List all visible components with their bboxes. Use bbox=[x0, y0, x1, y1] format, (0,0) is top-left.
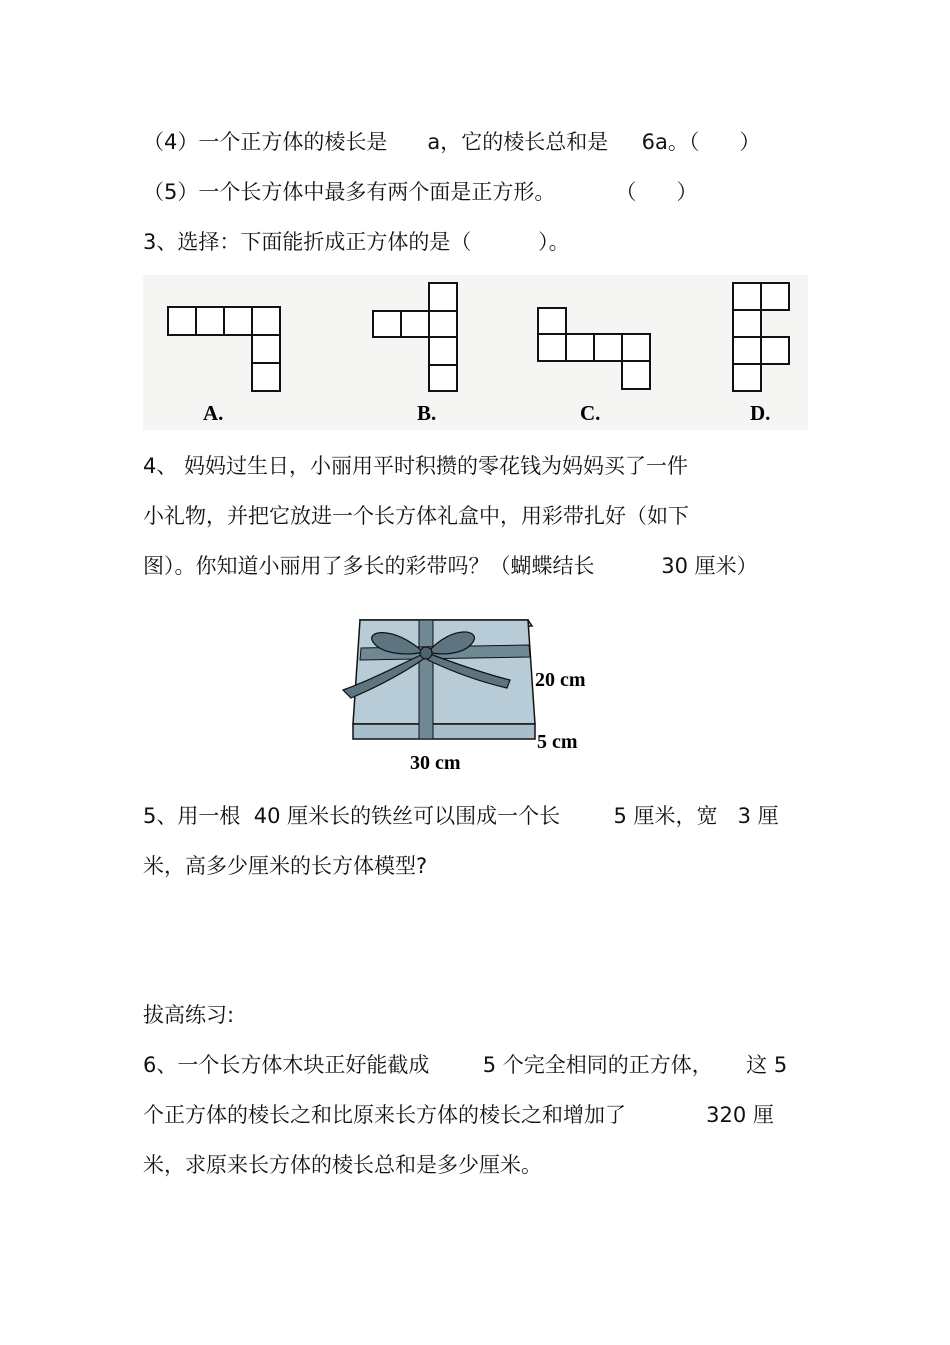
question-5-line-1: 5、用一根 40 厘米长的铁丝可以围成一个长 5 厘米，宽 3 厘 bbox=[143, 804, 779, 828]
gift-box-svg bbox=[335, 612, 610, 777]
question-4-line-2: 小礼物，并把它放进一个长方体礼盒中，用彩带扎好（如下 bbox=[143, 504, 689, 528]
question-2-4: （4）一个正方体的棱长是 a，它的棱长总和是 6a。（ ） bbox=[143, 130, 761, 154]
question-5-line-2: 米，高多少厘米的长方体模型? bbox=[143, 854, 428, 878]
box-width-label: 30 cm bbox=[410, 752, 461, 774]
question-4-line-3: 图）。你知道小丽用了多长的彩带吗？（蝴蝶结长 30 厘米） bbox=[143, 554, 758, 578]
net-a-label: A. bbox=[203, 401, 224, 425]
question-2-5: （5）一个长方体中最多有两个面是正方形。 （ ） bbox=[143, 180, 698, 204]
question-6-line-3: 米，求原来长方体的棱长总和是多少厘米。 bbox=[143, 1153, 542, 1177]
advanced-practice-heading: 拔高练习: bbox=[143, 1003, 235, 1027]
net-b-label: B. bbox=[417, 401, 437, 425]
question-3-prompt: 3、选择：下面能折成正方体的是（ ）。 bbox=[143, 230, 570, 254]
gift-box-figure bbox=[335, 612, 610, 777]
net-c-label: C. bbox=[580, 401, 601, 425]
cube-nets-svg bbox=[143, 275, 808, 430]
cube-nets-figure bbox=[143, 275, 808, 430]
question-6-line-2: 个正方体的棱长之和比原来长方体的棱长之和增加了 320 厘 bbox=[143, 1103, 774, 1127]
box-depth-label: 5 cm bbox=[537, 731, 578, 753]
question-4-line-1: 4、 妈妈过生日，小丽用平时积攒的零花钱为妈妈买了一件 bbox=[143, 454, 689, 478]
box-height-label: 20 cm bbox=[535, 669, 586, 691]
question-6-line-1: 6、一个长方体木块正好能截成 5 个完全相同的正方体， 这 5 bbox=[143, 1053, 788, 1077]
net-d-label: D. bbox=[750, 401, 771, 425]
